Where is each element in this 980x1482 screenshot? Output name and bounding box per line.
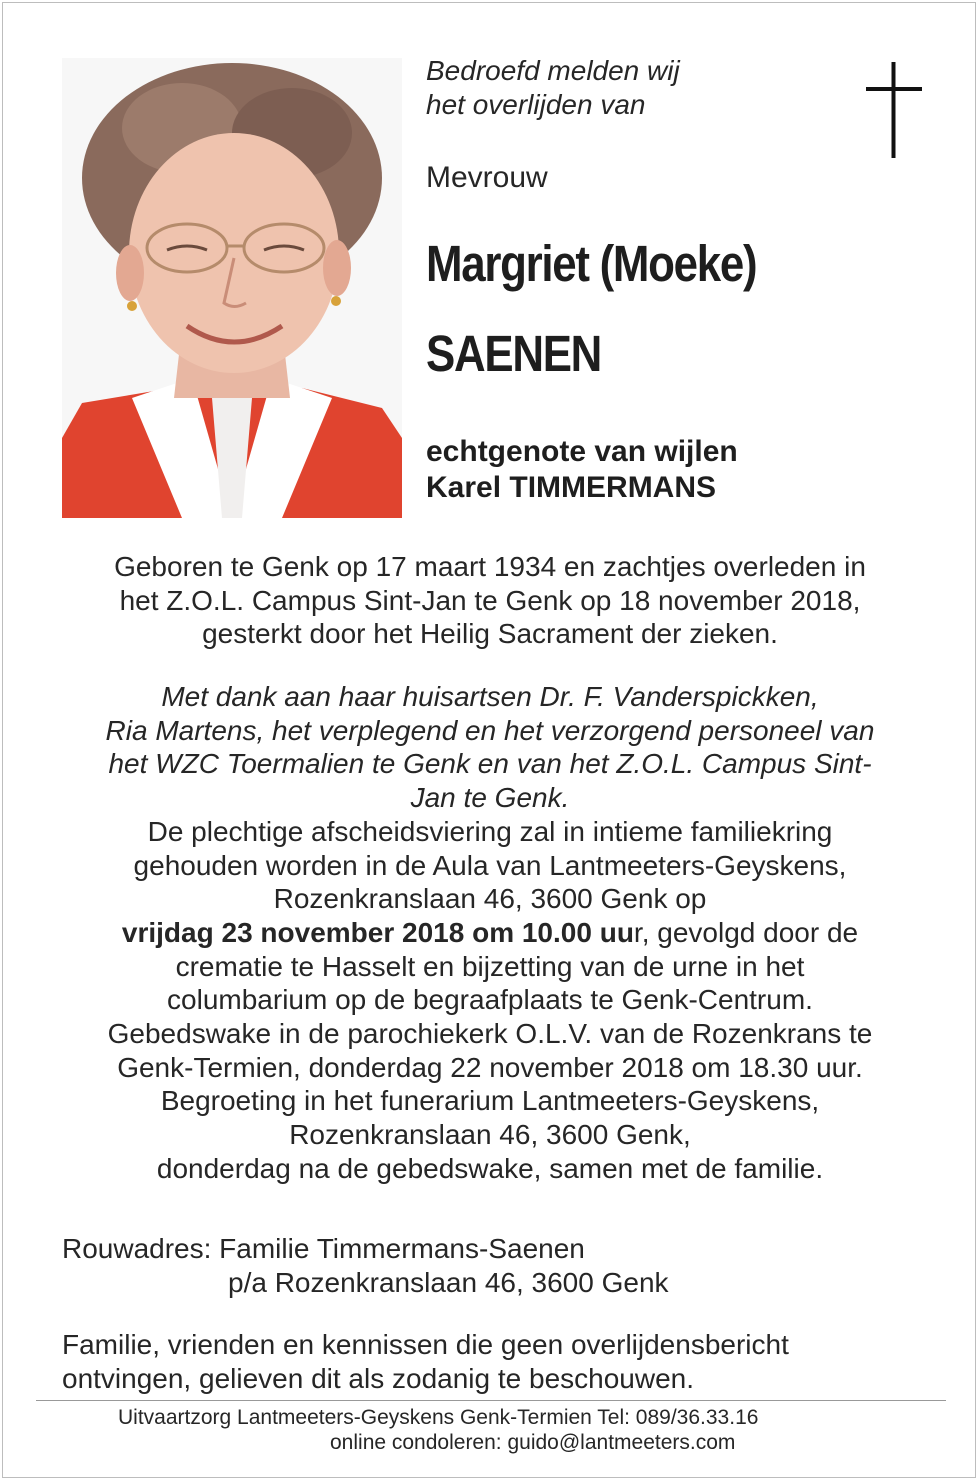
ceremony-line: Begroeting in het funerarium Lantmeeters-Geyskens, [160,1085,820,1117]
latin-cross-icon [866,62,922,163]
portrait-photo [62,58,402,518]
birth-paragraph [40,550,940,651]
ceremony-line: donderdag na de gebedswake, samen met de familie. [156,1152,824,1184]
closing-line: ontvingen, gelieven dit als zodanig te beschouwen. [62,1363,694,1394]
name-line-1: Margriet (Moeke) [426,235,757,292]
thanks-line: het WZC Toermalien te Genk en van het Z.O.L. Campus Sint- [108,748,872,780]
spouse-line-1: echtgenote van wijlen [426,435,738,468]
address-line-1: Rouwadres: Familie Timmermans-Saenen [62,1233,585,1264]
name-line-2: SAENEN [426,325,602,382]
deceased-name [426,235,757,382]
text-line: Geboren te Genk op 17 maart 1934 en zachtjes overleden in [114,551,866,582]
mourning-address [62,1232,942,1300]
ceremony-date: vrijdag 23 november 2018 om 10.00 uu [121,916,634,948]
salutation: Mevrouw [426,161,548,194]
ceremony-date-rest: r, gevolgd door de [633,916,859,948]
intro-line: Bedroefd melden wij [426,55,680,86]
funeral-home-contact: Uitvaartzorg Lantmeeters-Geyskens Genk-Termien Tel: 089/36.33.16 [118,1406,759,1429]
intro-text [426,54,746,122]
ceremony-date-line [40,916,940,950]
closing-line: Familie, vrienden en kennissen die geen overlijdensbericht [62,1329,789,1360]
ceremony-line: Rozenkranslaan 46, 3600 Genk op [273,883,707,915]
ceremony-line: crematie te Hasselt en bijzetting van de urne in het [175,950,805,982]
ceremony-line: Rozenkranslaan 46, 3600 Genk, [289,1119,691,1151]
online-condolence: online condoleren: guido@lantmeeters.com [330,1431,736,1454]
ceremony-line: gehouden worden in de Aula van Lantmeeters-Geyskens, [133,849,847,881]
spouse-info [426,434,738,506]
footer-divider [36,1400,946,1401]
thanks-line: Ria Martens, het verplegend en het verzorgend personeel van [105,714,875,746]
spouse-line-2: Karel TIMMERMANS [426,471,717,504]
address-line-2: p/a Rozenkranslaan 46, 3600 Genk [228,1267,669,1298]
closing-note [62,1328,942,1396]
thanks-line: Met dank aan haar huisartsen Dr. F. Vanderspickken, [161,681,819,712]
ceremony-line: De plechtige afscheidsviering zal in intieme familiekring [147,815,833,847]
ceremony-line: columbarium op de begraafplaats te Genk-Centrum. [167,984,813,1016]
text-line: gesterkt door het Heilig Sacrament der zieken. [202,618,778,650]
ceremony-paragraph [40,680,940,1186]
intro-line: het overlijden van [426,89,646,120]
text-line: het Z.O.L. Campus Sint-Jan te Genk op 18 november 2018, [119,584,861,616]
ceremony-line: Gebedswake in de parochiekerk O.L.V. van de Rozenkrans te [107,1018,873,1050]
ceremony-line: Genk-Termien, donderdag 22 november 2018 om 18.30 uur. [117,1051,863,1083]
thanks-line: Jan te Genk. [410,782,570,814]
